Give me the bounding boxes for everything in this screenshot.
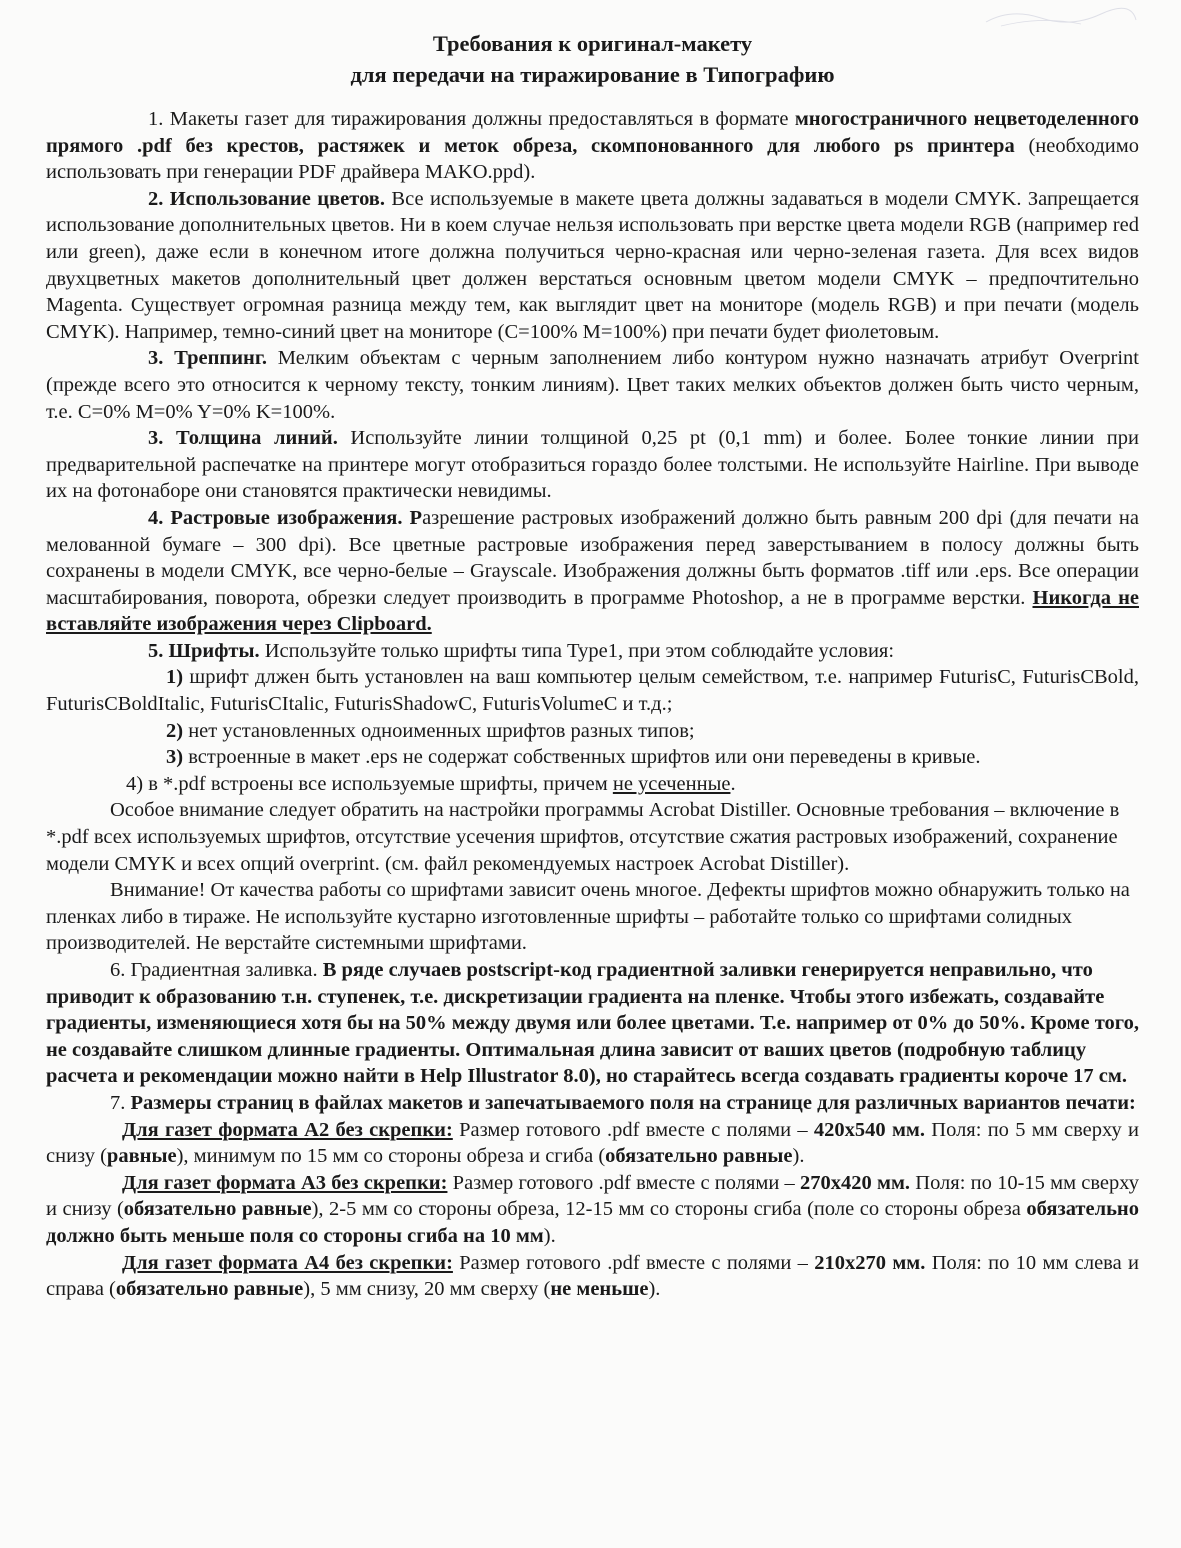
format-a4-b2: не меньше — [550, 1278, 649, 1301]
format-a2-t1: Размер готового .pdf вместе с полями – — [452, 1118, 814, 1141]
item-2-text: нет установленных одноименных шрифтов разных типов; — [183, 719, 695, 742]
section-1-number: 1. — [148, 108, 170, 130]
format-a3 — [46, 1170, 1139, 1250]
section-7-number: 7. — [110, 1091, 131, 1114]
format-a3-t1: Размер готового .pdf вместе с полями – — [447, 1171, 801, 1194]
section-5-heading: 5. Шрифты. — [148, 639, 260, 662]
item-3-text: встроенные в макет .eps не содержат собственных шрифтов или они переведены в кривые. — [183, 746, 981, 769]
format-a4-b1: обязательно равные — [115, 1278, 304, 1301]
note-font-quality: Внимание! От качества работы со шрифтами зависит очень многое. Дефекты шрифтов можно обнаружить только на пленках либо в тираже. Не используйте кустарно изготовленные шрифты – работайте только со шрифтами солидных производителей. Не верстайте системными шрифтами. — [46, 879, 1130, 955]
section-1-text-c: (необходимо использовать при генерации PDF драйвера MAKO.ppd). — [46, 134, 1139, 184]
format-a3-t2: Поля: по 10-15 мм сверху и снизу ( — [46, 1171, 1140, 1221]
section-5-item-1 — [46, 664, 1139, 717]
format-a4-t4: ). — [648, 1278, 661, 1301]
faint-stamp-mark — [981, 4, 1141, 30]
format-a2-t3: ), минимум по 15 мм со стороны обреза и сгиба ( — [176, 1145, 606, 1168]
format-a4-size: 210х270 мм. — [814, 1251, 926, 1274]
section-3-heading: 3. Треппинг. — [148, 347, 267, 370]
format-a4 — [46, 1250, 1139, 1303]
title-line-2: для передачи на тиражирование в Типографию — [350, 62, 835, 87]
format-a2-b1: равные — [106, 1145, 177, 1168]
item-3-number: 3) — [166, 746, 184, 769]
item-4-text-b: . — [730, 772, 736, 795]
format-a3-size: 270х420 мм. — [800, 1171, 911, 1194]
section-4-text: азрешение растровых изображений должно быть равным 200 dpi (для печати на мелованной бумаге – 300 dpi). Все цветные растровые изображения перед заверстыванием в полосу должны быть сохранены в модели CMYK, все черно-белые – Grayscale. Изображения должны быть форматов .tiff или .eps. Все операции масштабирования, поворота, обрезки следует производить в программе Photoshop, а не в программе верстки. — [46, 506, 1139, 609]
format-a4-t1: Размер готового .pdf вместе с полями – — [452, 1251, 815, 1274]
format-a3-b1: обязательно равные — [123, 1198, 312, 1221]
section-4-warning: Никогда не вставляйте изображения через Clipboard. — [46, 586, 1139, 636]
section-5-text: Используйте только шрифты типа Type1, при этом соблюдайте условия: — [259, 639, 895, 662]
section-3-trapping — [46, 345, 1139, 425]
section-5-fonts — [46, 638, 1139, 665]
note-acrobat-distiller: Особое внимание следует обратить на настройки программы Acrobat Distiller. Основные требования – включение в *.pdf всех используемых шрифтов, отсутствие усечения шрифтов, отсутствие сжатия растровых изображений, сохранение модели CMYK и всех опций overprint. (см. файл рекомендуемых настроек Acrobat Distiller). — [46, 799, 1120, 875]
section-4-heading: 4. Растровые изображения. Р — [148, 506, 423, 529]
section-3-line-weight — [46, 425, 1139, 505]
section-3b-text: Используйте линии толщиной 0,25 pt (0,1 mm) и более. Более тонкие линии при предварительной распечатке на принтере могут отобразиться гораздо более толстыми. Не используйте Hairline. При выводе их на фотонаборе они становятся практически невидимы. — [46, 427, 1139, 503]
section-1-text-bold: многостраничного нецветоделенного прямого .pdf без крестов, растяжек и меток обреза, скомпонованного для любого ps принтера — [46, 108, 1140, 157]
item-1-number: 1) — [166, 666, 184, 689]
format-a2-t2: Поля: по 5 мм сверху и снизу ( — [46, 1118, 1139, 1168]
section-2-heading: 2. Использование цветов. — [148, 187, 386, 210]
format-a3-t3: ), 2-5 мм со стороны обреза, 12-15 мм со стороны сгиба (поле со стороны обреза — [311, 1198, 1027, 1221]
format-a2-t4: ). — [792, 1145, 805, 1168]
format-a3-b2: обязательно должно быть меньше поля со стороны сгиба на 10 мм — [46, 1198, 1139, 1247]
section-4-raster-images — [46, 505, 1139, 638]
format-a4-t3: ), 5 мм снизу, 20 мм сверху ( — [303, 1278, 551, 1301]
section-5-item-3 — [46, 744, 1139, 771]
format-a2-size: 420х540 мм. — [813, 1118, 925, 1141]
section-5-item-2 — [46, 718, 1139, 745]
item-4-underlined: не усеченные — [612, 772, 731, 795]
item-4-text-a: 4) в *.pdf встроены все используемые шрифты, причем — [126, 772, 613, 795]
section-2-text: Все используемые в макете цвета должны задаваться в модели CMYK. Запрещается использование дополнительных цветов. Ни в коем случае нельзя использовать при верстке цвета модели RGB (например red или green), даже если в конечном итоге должна получиться черно-красная или черно-зеленая газета. Для всех видов двухцветных макетов дополнительный цвет должен верстаться основным цветом модели CMYK – предпочтительно Magenta. Существует огромная разница между тем, как выглядит цвет на мониторе (модель RGB) и при печати (модель CMYK). Например, темно-синий цвет на мониторе (C=100% M=100%) при печати будет фиолетовым. — [46, 187, 1139, 343]
section-6-gradient — [46, 957, 1139, 1090]
format-a2-b2: обязательно равные — [605, 1145, 793, 1168]
section-7-heading: Размеры страниц в файлах макетов и запечатываемого поля на странице для различных вариантов печати: — [130, 1091, 1136, 1114]
section-2-colors — [46, 186, 1139, 346]
section-3-text: Мелким объектам с черным заполнением либо контуром нужно назначать атрибут Overprint (прежде всего это относится к черному тексту, тонким линиям). Цвет таких мелких объектов должен быть чисто черным, т.е. C=0% M=0% Y=0% K=100%. — [46, 347, 1140, 423]
format-a3-heading: Для газет формата А3 без скрепки: — [122, 1171, 448, 1194]
title-line-1: Требования к оригинал-макету — [432, 31, 753, 56]
document-title — [46, 28, 1139, 90]
section-1-text-a: Макеты газет для тиражирования должны предоставляться в формате — [169, 108, 795, 130]
format-a3-t4: ). — [543, 1224, 556, 1247]
section-7-page-sizes — [46, 1090, 1139, 1117]
item-1-text: шрифт длжен быть установлен на ваш компьютер целым семейством, т.е. например FuturisC, FuturisCBold, FuturisCBoldItalic, FuturisCItalic, FuturisShadowC, FuturisVolumeC и т.д.; — [46, 666, 1139, 716]
section-3b-heading: 3. Толщина линий. — [148, 427, 338, 450]
section-6-heading: 6. Градиентная заливка. — [110, 959, 323, 981]
format-a4-t2: Поля: по 10 мм слева и справа ( — [46, 1251, 1139, 1301]
item-2-number: 2) — [166, 719, 184, 742]
format-a2 — [46, 1117, 1139, 1170]
format-a2-heading: Для газет формата А2 без скрепки: — [122, 1118, 453, 1141]
section-1-pdf-format — [46, 106, 1139, 186]
section-6-text-bold: В ряде случаев postscript-код градиентной заливки генерируется неправильно, что приводит к образованию т.н. ступенек, т.е. дискретизации градиента на пленке. Чтобы этого избежать, создавайте градиенты, изменяющиеся хотя бы на 50% между двумя или более цветами. Т.е. например от 0% до 50%. Кроме того, не создавайте слишком длинные градиенты. Оптимальная длина зависит от ваших цветов (подробную таблицу расчета и рекомендации можно найти в Help Illustrator 8.0), но старайтесь всегда создавать градиенты короче 17 см. — [46, 959, 1139, 1088]
format-a4-heading: Для газет формата А4 без скрепки: — [122, 1251, 453, 1274]
section-5-item-4 — [46, 771, 1139, 798]
